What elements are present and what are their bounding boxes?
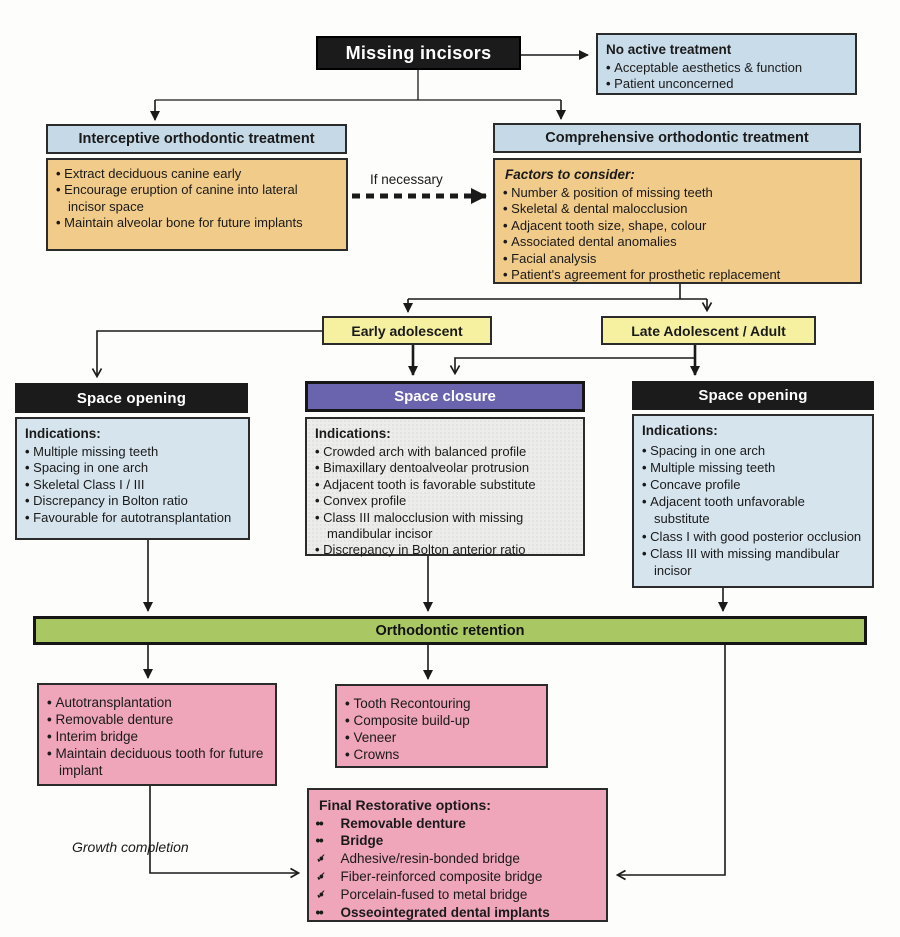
growth-completion-label: Growth completion — [72, 839, 189, 855]
list-item: • Maintain alveolar bone for future implants — [56, 215, 338, 231]
list-item: • Number & position of missing teeth — [503, 185, 852, 201]
bullet-icon: • — [315, 833, 321, 849]
indications-right-list — [642, 442, 864, 579]
node-space-closure — [305, 381, 585, 412]
connector-early-to-space-opening-left — [97, 331, 322, 376]
list-item: • Associated dental anomalies — [503, 234, 852, 250]
panel-interim-options-middle — [335, 684, 548, 768]
list-item: • Adjacent tooth size, shape, colour — [503, 218, 852, 234]
list-item: • Spacing in one arch — [642, 442, 864, 459]
list-item: • Crowded arch with balanced profile — [315, 444, 575, 460]
list-item: • Autotransplantation — [47, 694, 267, 711]
space-opening-left-title: Space opening — [76, 389, 187, 407]
node-missing-incisors-label: Missing incisors — [345, 42, 492, 63]
list-item: • Spacing in one arch — [25, 460, 240, 476]
list-item: • Extract deciduous canine early — [56, 166, 338, 182]
list-item: • Maintain deciduous tooth for future implant — [47, 745, 267, 779]
list-item: • Multiple missing teeth — [25, 444, 240, 460]
panel-factors-to-consider — [493, 158, 862, 284]
list-item: • Concave profile — [642, 476, 864, 493]
node-comprehensive-treatment — [493, 123, 861, 153]
orthodontic-retention-label: Orthodontic retention — [375, 622, 525, 639]
list-item: • ✓ Adhesive/resin-bonded bridge — [319, 850, 596, 868]
factors-list — [503, 185, 852, 283]
list-item: • Skeletal & dental malocclusion — [503, 201, 852, 217]
space-opening-right-title: Space opening — [698, 387, 808, 404]
list-item: • ✓ Fiber-reinforced composite bridge — [319, 868, 596, 886]
panel-final-restorative-options — [307, 788, 608, 922]
no-active-treatment-list — [606, 60, 847, 93]
list-item: • Discrepancy in Bolton anterior ratio — [315, 542, 575, 558]
indications-heading: Indications: — [642, 423, 718, 438]
list-item: • Adjacent tooth unfavorable substitute — [642, 493, 864, 527]
bullet-icon: • — [315, 904, 321, 920]
final-options-list — [315, 815, 596, 922]
if-necessary-label: If necessary — [370, 172, 443, 187]
indications-heading: Indications: — [315, 426, 391, 441]
check-icon: ✓ — [315, 869, 327, 885]
list-item: • Veneer — [345, 729, 538, 746]
space-closure-title: Space closure — [394, 388, 496, 405]
connector-interim-left-to-final — [150, 785, 298, 873]
panel-indications-right — [632, 414, 874, 588]
list-item: • Skeletal Class I / III — [25, 477, 240, 493]
list-item: • Crowns — [345, 746, 538, 763]
panel-interceptive-detail — [46, 158, 348, 251]
interceptive-list — [56, 166, 338, 232]
interim-middle-list — [345, 695, 538, 763]
list-item: • Encourage eruption of canine into lateral incisor space — [56, 182, 338, 215]
list-item: • • Removable denture — [319, 815, 596, 833]
list-item: • • Osseointegrated dental implants — [319, 904, 596, 922]
connector-late-to-space-closure — [455, 358, 695, 373]
list-item: • Composite build-up — [345, 712, 538, 729]
interim-left-list — [47, 694, 267, 779]
late-adolescent-label: Late Adolescent / Adult — [631, 322, 786, 339]
node-space-opening-right — [632, 381, 874, 410]
node-orthodontic-retention — [33, 616, 867, 645]
indications-middle-list — [315, 444, 575, 559]
interceptive-title: Interceptive orthodontic treatment — [78, 131, 315, 147]
node-missing-incisors — [316, 36, 521, 70]
list-item: • Bimaxillary dentoalveolar protrusion — [315, 460, 575, 476]
node-late-adolescent-adult — [601, 316, 816, 345]
connector-retention-to-final-right — [618, 645, 725, 875]
node-space-opening-left — [15, 383, 248, 413]
list-item: • Convex profile — [315, 493, 575, 509]
list-item: • Acceptable aesthetics & function — [606, 60, 847, 76]
early-adolescent-label: Early adolescent — [351, 322, 463, 339]
indications-left-list — [25, 444, 240, 526]
node-early-adolescent — [322, 316, 492, 345]
list-item: • Class III malocclusion with missing mandibular incisor — [315, 510, 575, 543]
comprehensive-title: Comprehensive orthodontic treatment — [545, 130, 809, 146]
list-item: • ✓ Porcelain-fused to metal bridge — [319, 886, 596, 904]
list-item: • Patient unconcerned — [606, 76, 847, 92]
list-item: • Facial analysis — [503, 251, 852, 267]
list-item: • Discrepancy in Bolton ratio — [25, 493, 240, 509]
list-item: • Interim bridge — [47, 728, 267, 745]
bullet-icon: • — [315, 815, 321, 831]
factors-title: Factors to consider: — [505, 167, 635, 182]
list-item: • • Bridge — [319, 832, 596, 850]
list-item: • Class I with good posterior occlusion — [642, 528, 864, 545]
no-active-treatment-title: No active treatment — [606, 42, 732, 57]
final-options-title: Final Restorative options: — [319, 797, 491, 813]
list-item: • Favourable for autotransplantation — [25, 510, 240, 526]
node-interceptive-treatment — [46, 124, 347, 154]
list-item: • Tooth Recontouring — [345, 695, 538, 712]
indications-heading: Indications: — [25, 426, 101, 441]
list-item: • Class III with missing mandibular incisor — [642, 545, 864, 579]
panel-indications-left — [15, 417, 250, 540]
panel-indications-middle — [305, 417, 585, 556]
list-item: • Adjacent tooth is favorable substitute — [315, 477, 575, 493]
node-no-active-treatment — [596, 33, 857, 95]
panel-interim-options-left — [37, 683, 277, 786]
list-item: • Patient's agreement for prosthetic replacement — [503, 267, 852, 283]
check-icon: ✓ — [315, 851, 327, 867]
list-item: • Multiple missing teeth — [642, 459, 864, 476]
list-item: • Removable denture — [47, 711, 267, 728]
check-icon: ✓ — [315, 886, 327, 902]
